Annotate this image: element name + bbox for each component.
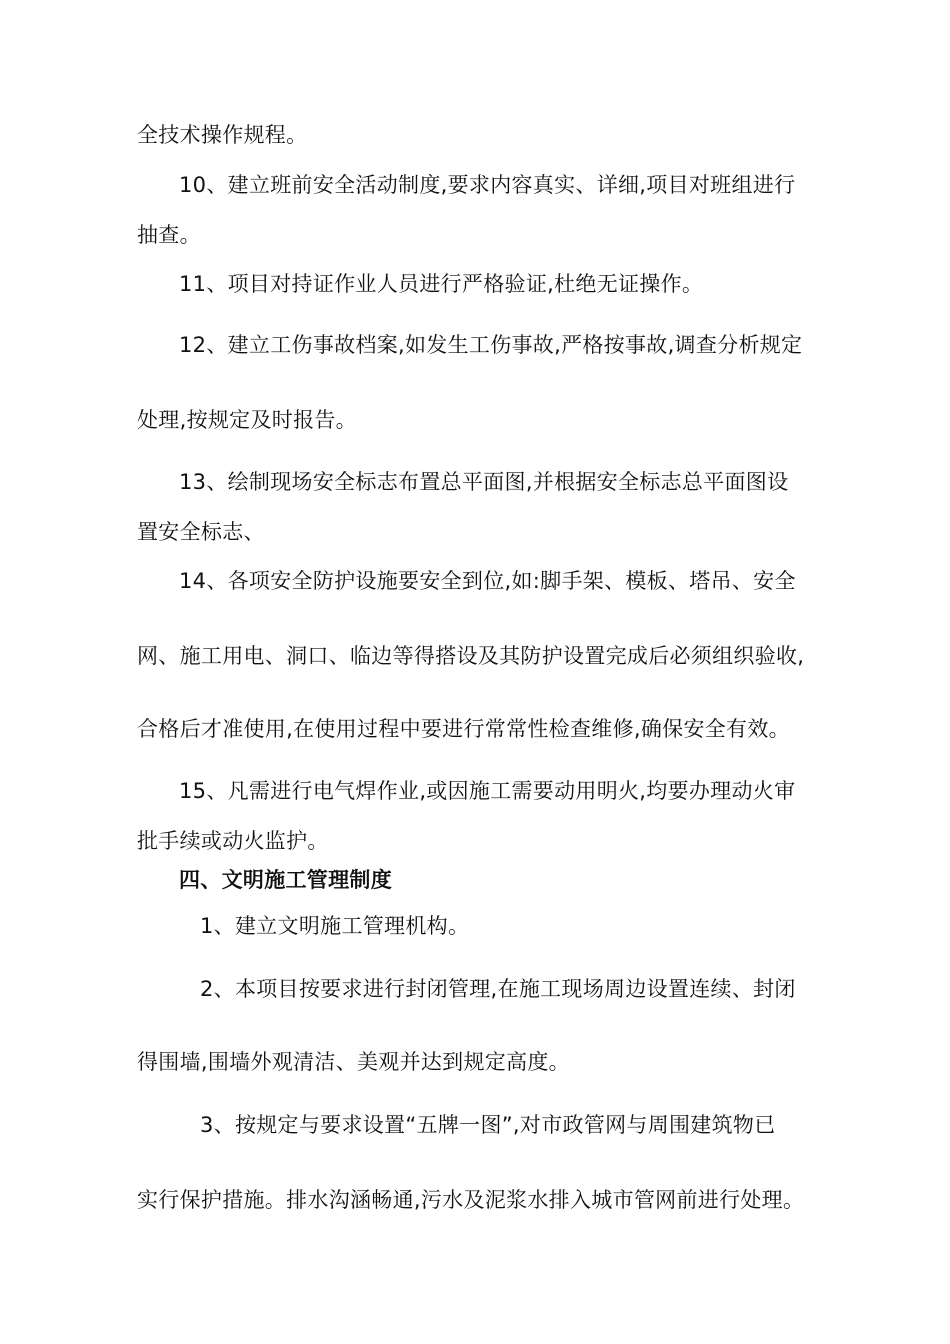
paragraph-line: 得围墙,围墙外观清洁、美观并达到规定高度。	[137, 1050, 570, 1074]
paragraph-line: 实行保护措施。排水沟涵畅通,污水及泥浆水排入城市管网前进行处理。	[137, 1188, 805, 1212]
section-heading: 四、文明施工管理制度	[179, 868, 392, 892]
paragraph-line: 12、建立工伤事故档案,如发生工伤事故,严格按事故,调查分析规定	[179, 333, 803, 357]
paragraph-line: 3、按规定与要求设置“五牌一图”,对市政管网与周围建筑物已	[200, 1113, 776, 1137]
paragraph-line: 10、建立班前安全活动制度,要求内容真实、详细,项目对班组进行	[179, 173, 796, 197]
paragraph-line: 11、项目对持证作业人员进行严格验证,杜绝无证操作。	[179, 272, 704, 296]
paragraph-line: 处理,按规定及时报告。	[137, 408, 357, 432]
paragraph-line: 1、建立文明施工管理机构。	[200, 914, 470, 938]
paragraph-line: 批手续或动火监护。	[137, 829, 329, 853]
paragraph-line: 合格后才准使用,在使用过程中要进行常常性检查维修,确保安全有效。	[137, 717, 790, 741]
paragraph-line: 14、各项安全防护设施要安全到位,如:脚手架、模板、塔吊、安全	[179, 569, 796, 593]
paragraph-line: 15、凡需进行电气焊作业,或因施工需要动用明火,均要办理动火审	[179, 779, 796, 803]
paragraph-line: 置安全标志、	[137, 520, 265, 544]
paragraph-line: 2、本项目按要求进行封闭管理,在施工现场周边设置连续、封闭	[200, 977, 796, 1001]
paragraph-line: 全技术操作规程。	[137, 123, 308, 147]
paragraph-line: 网、施工用电、洞口、临边等得搭设及其防护设置完成后必须组织验收,	[137, 644, 805, 668]
paragraph-line: 13、绘制现场安全标志布置总平面图,并根据安全标志总平面图设	[179, 470, 789, 494]
paragraph-line: 抽查。	[137, 223, 201, 247]
